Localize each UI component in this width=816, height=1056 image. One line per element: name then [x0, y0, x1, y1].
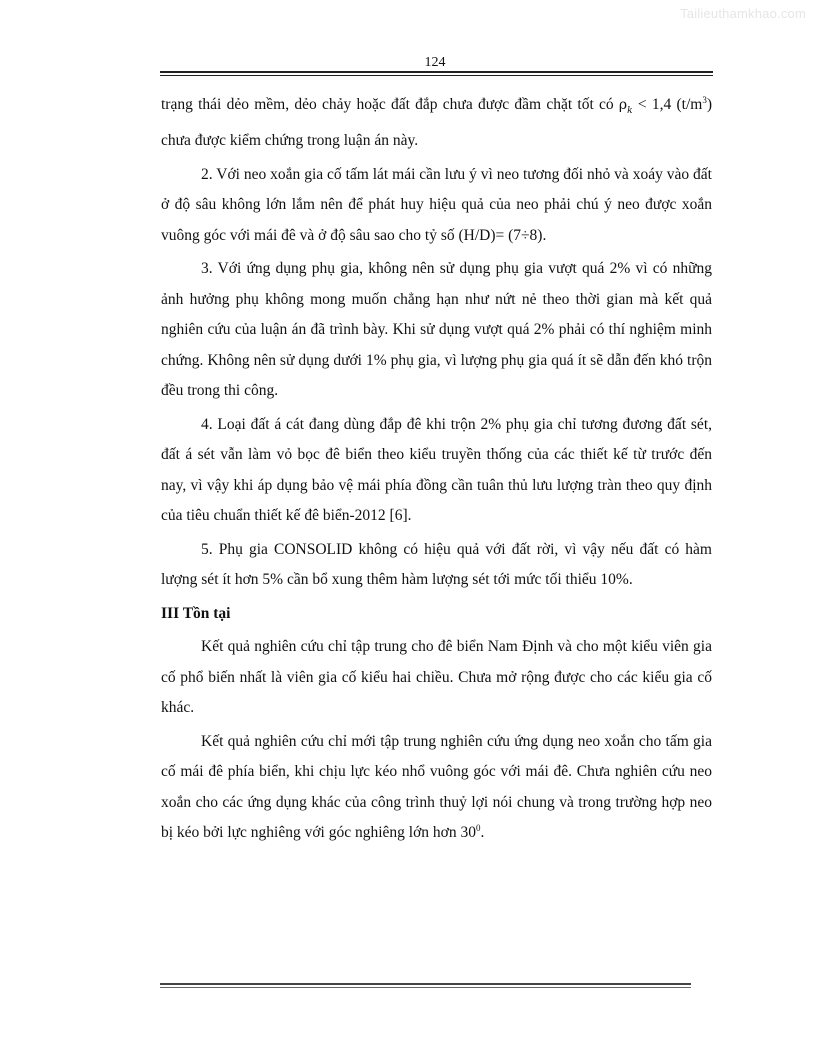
- header-rule: [160, 71, 713, 73]
- density-symbol: [618, 97, 633, 116]
- list-item-5: 5. Phụ gia CONSOLID không có hiệu quả với đất rời, vì vậy nếu đất có hàm lượng sét ít hơn 5% cần bổ xung thêm hàm lượng sét tới mức tối thiểu 10%.: [161, 540, 712, 589]
- list-item-2: 2. Với neo xoắn gia cố tấm lát mái cần lưu ý vì neo tương đối nhỏ và xoáy vào đất ở độ sâu không lớn lắm nên để phát huy hiệu quả của neo phải chú ý neo được xoắn vuông góc với mái đê và ở độ sâu sao cho tỷ số (H/D)= (7÷8).: [161, 165, 712, 244]
- list-item-4: 4. Loại đất á cát đang dùng đắp đê khi trộn 2% phụ gia chỉ tương đương đất sét, đất á sét vẫn làm vỏ bọc đê biển theo kiểu truyền thống của các thiết kế từ trước đến nay, vì vậy khi áp dụng bảo vệ mái phía đồng cần tuân thủ lưu lượng tràn theo quy định của tiêu chuẩn thiết kế đê biển-2012 [6].: [161, 415, 712, 525]
- page-body: [161, 90, 712, 852]
- section-paragraph-2-text: Kết quả nghiên cứu chỉ mới tập trung nghiên cứu ứng dụng neo xoắn cho tấm gia cố mái đê phía biển, khi chịu lực kéo nhổ vuông góc với mái đê. Chưa nghiên cứu neo xoắn cho các ứng dụng khác của công trình thuỷ lợi nói chung và trong trường hợp neo bị kéo bởi lực nghiêng với góc nghiêng lớn hơn 30: [161, 732, 712, 842]
- watermark: Tailieuthamkhao.com: [680, 6, 806, 21]
- section-paragraph-2: [161, 727, 712, 849]
- degree-superscript: 0: [475, 823, 481, 834]
- footer-rule-thin: [160, 987, 691, 988]
- continuation-line-1-end: <: [632, 96, 647, 113]
- section-paragraph-2-end: .: [480, 824, 485, 842]
- continuation-line-1: trạng thái dẻo mềm, dẻo chảy hoặc đất đắp chưa được đầm chặt tốt có: [161, 96, 619, 113]
- section-heading: III Tồn tại: [161, 604, 231, 622]
- unit-superscript: 3: [702, 94, 707, 105]
- list-item-3: 3. Với ứng dụng phụ gia, không nên sử dụng phụ gia vượt quá 2% vì có những ảnh hưởng phụ không mong muốn chẳng hạn như nứt nẻ theo thời gian mà kết quả nghiên cứu của luận án đã trình bày. Khi sử dụng vượt quá 2% phải có thí nghiệm minh chứng. Không nên sử dụng dưới 1% phụ gia, vì lượng phụ gia quá ít sẽ dẫn đến khó trộn đều trong thi công.: [161, 260, 712, 400]
- section-paragraph-1: Kết quả nghiên cứu chỉ tập trung cho đê biển Nam Định và cho một kiểu viên gia cố phổ biến nhất là viên gia cố kiểu hai chiều. Chưa mở rộng được cho các kiểu gia cố khác.: [161, 638, 712, 717]
- continuation-line-2-end: ) chưa được kiểm chứng trong luận án này.: [161, 96, 713, 150]
- page-number: 124: [424, 55, 446, 70]
- continuation-line-2: 1,4 (t/m: [651, 96, 703, 113]
- rho-subscript: k: [627, 105, 633, 116]
- header-rule-thin: [160, 75, 713, 76]
- footer-rule: [160, 983, 691, 985]
- continuation-paragraph: [161, 90, 712, 157]
- rho-glyph: ρ: [618, 97, 628, 113]
